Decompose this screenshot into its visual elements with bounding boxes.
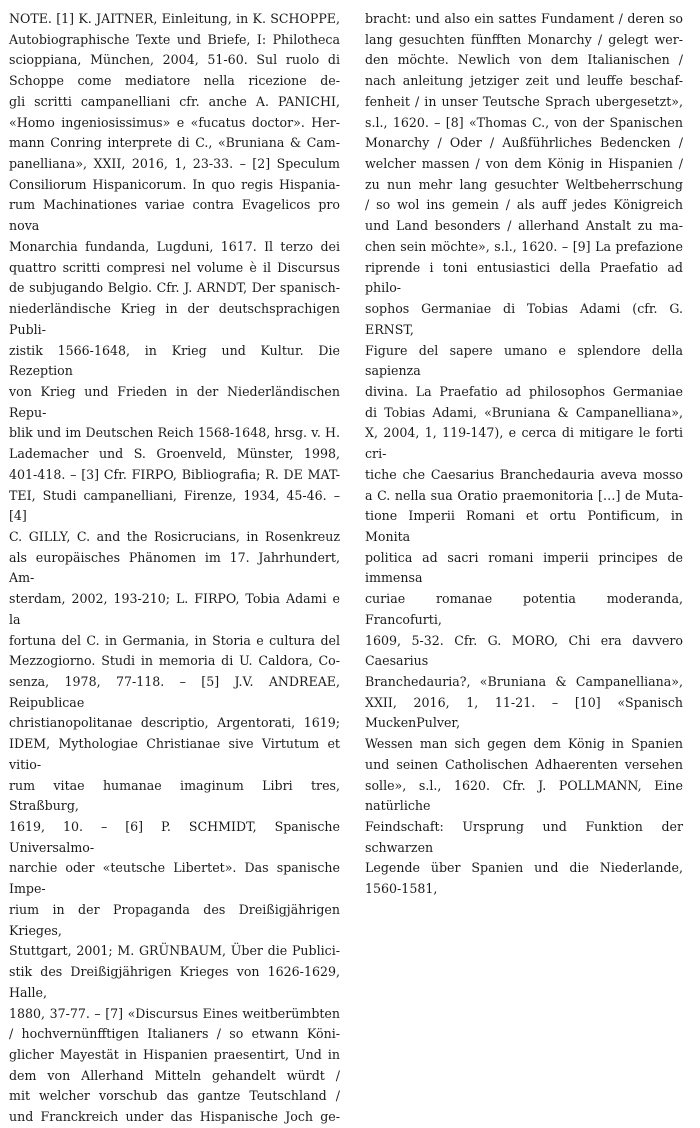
note-line: und seinen Catholischen Adhaerenten versehen: [365, 756, 683, 772]
note-line: politica ad sacri romani imperii principes de immensa: [365, 549, 683, 586]
notes-column-right: [365, 9, 683, 900]
note-line: Mezzogiorno. Studi in memoria di U. Caldora, Co-: [9, 653, 340, 669]
note-line: C. GILLY, C. and the Rosicrucians, in Rosenkreuz: [9, 528, 340, 544]
note-line: curiae romanae potentia moderanda, Francofurti,: [365, 591, 683, 627]
note-line: dem von Allerhand Mitteln gehandelt würdt /: [9, 1067, 340, 1083]
note-line: «Homo ingeniosissimus» e «fucatus doctor». Her-: [9, 114, 340, 130]
note-line: solle», s.l., 1620. Cfr. J. POLLMANN, Eine natürliche: [365, 777, 683, 814]
note-line: von Krieg und Frieden in der Niederländischen Repu-: [9, 383, 340, 420]
note-line: senza, 1978, 77-118. – [5] J.V. ANDREAE, Reipublicae: [9, 674, 340, 710]
note-line: X, 2004, 1, 119-147), e cerca di mitigare le forti cri-: [365, 425, 683, 462]
note-line: chen sein möchte», s.l., 1620. – [9] La prefazione: [365, 238, 683, 254]
note-line: rum vitae humanae imaginum Libri tres, Straßburg,: [9, 777, 340, 814]
note-line: Feindschaft: Ursprung und Funktion der schwarzen: [365, 819, 683, 855]
note-line: Branchedauria?, «Bruniana & Campanelliana»,: [365, 674, 683, 689]
note-line: rium in der Propaganda des Dreißigjährigen Krieges,: [9, 901, 340, 938]
note-line: fortuna del C. in Germania, in Storia e cultura del: [9, 632, 340, 648]
note-line: scioppiana, München, 2004, 51-60. Sul ruolo di: [9, 52, 340, 68]
note-line: panelliana», XXII, 2016, 1, 23-33. – [2] Speculum: [9, 156, 340, 172]
note-line: nach anleitung jetziger zeit und leuffe beschaf-: [365, 73, 683, 89]
note-line: als europäisches Phänomen im 17. Jahrhundert, Am-: [9, 549, 340, 586]
note-line: Legende über Spanien und die Niederlande, 1560-1581,: [365, 860, 683, 897]
note-line: sophos Germaniae di Tobias Adami (cfr. G. ERNST,: [365, 301, 683, 337]
note-line: zistik 1566-1648, in Krieg und Kultur. Die Rezeption: [9, 342, 340, 379]
note-line: niederländische Krieg in der deutschsprachigen Publi-: [9, 301, 340, 337]
note-line: a C. nella sua Oratio praemonitoria […] de Muta-: [365, 487, 683, 503]
note-line: IDEM, Mythologiae Christianae sive Virtutum et vitio-: [9, 736, 340, 772]
note-line: blik und im Deutschen Reich 1568-1648, hrsg. v. H.: [9, 425, 340, 441]
note-line: Autobiographische Texte und Briefe, I: Philotheca: [9, 31, 340, 47]
note-line: tione Imperii Romani et ortu Pontificum, in Monita: [365, 508, 683, 544]
note-line: di Tobias Adami, «Bruniana & Campanelliana»,: [365, 404, 683, 420]
note-line: Figure del sapere umano e splendore della sapienza: [365, 342, 683, 379]
note-line: Lademacher und S. Groenveld, Münster, 1998,: [9, 446, 340, 462]
note-line: / so wol ins gemein / als auff jedes Königreich: [365, 197, 683, 213]
note-line: XXII, 2016, 1, 11-21. – [10] «Spanisch MuckenPulver,: [365, 694, 683, 731]
note-line: 1619, 10. – [6] P. SCHMIDT, Spanische Universalmo-: [9, 819, 340, 855]
note-line: / hochvernünfftigen Italianers / so etwann Köni-: [9, 1026, 340, 1042]
notes-column-left: [9, 9, 340, 1128]
note-line: riprende i toni entusiastici della Praefatio ad philo-: [365, 259, 683, 296]
note-line: divina. La Praefatio ad philosophos Germaniae: [365, 383, 683, 399]
note-line: zu nun mehr lang gesuchter Weltbeherrschung: [365, 176, 683, 192]
note-line: fenheit / in unser Teutsche Sprach ubergesetzt»,: [365, 93, 683, 109]
note-line: christianopolitanae descriptio, Argentorati, 1619;: [9, 715, 340, 731]
note-line: Monarchy / Oder / Außführliches Bedencken /: [365, 135, 683, 151]
note-line: welcher massen / von dem König in Hispanien /: [365, 156, 683, 172]
note-line: Stuttgart, 2001; M. GRÜNBAUM, Über die Publici-: [9, 943, 340, 959]
note-line: Schoppe come mediatore nella ricezione de-: [9, 73, 340, 89]
note-line: narchie oder «teutsche Libertet». Das spanische Impe-: [9, 860, 340, 897]
note-line: NOTE. [1] K. JAITNER, Einleitung, in K. SCHOPPE,: [9, 11, 340, 26]
note-line: sterdam, 2002, 193-210; L. FIRPO, Tobia Adami e la: [9, 591, 340, 627]
note-line: und Franckreich under das Hispanische Joch ge-: [9, 1109, 340, 1125]
note-line: gli scritti campanelliani cfr. anche A. PANICHI,: [9, 93, 340, 109]
note-line: Monarchia fundanda, Lugduni, 1617. Il terzo dei: [9, 238, 340, 254]
note-line: mann Conring interprete di C., «Bruniana & Cam-: [9, 135, 340, 151]
note-line: glicher Mayestät in Hispanien praesentirt, Und in: [9, 1046, 340, 1062]
note-line: 401-418. – [3] Cfr. FIRPO, Bibliografia; R. DE MAT-: [9, 466, 340, 482]
note-line: Consiliorum Hispanicorum. In quo regis Hispania-: [9, 176, 340, 192]
note-line: rum Machinationes variae contra Evagelicos pro nova: [9, 197, 340, 234]
note-line: mit welcher vorschub das gantze Teutschland /: [9, 1088, 340, 1104]
note-line: quattro scritti compresi nel volume è il Discursus: [9, 259, 340, 275]
note-line: 1880, 37-77. – [7] «Discursus Eines weitberümbten: [9, 1005, 340, 1021]
note-line: de subjugando Belgio. Cfr. J. ARNDT, Der spanisch-: [9, 280, 340, 296]
note-line: den möchte. Newlich von dem Italianischen /: [365, 52, 683, 68]
note-line: TEI, Studi campanelliani, Firenze, 1934, 45-46. – [4]: [9, 487, 340, 524]
note-line: Wessen man sich gegen dem König in Spanien: [365, 736, 683, 752]
note-line: s.l., 1620. – [8] «Thomas C., von der Spanischen: [365, 114, 683, 130]
note-line: lang gesuchten fünfften Monarchy / gelegt wer-: [365, 31, 683, 47]
note-line: stik des Dreißigjährigen Krieges von 1626-1629, Halle,: [9, 964, 340, 1000]
note-line: bracht: und also ein sattes Fundament / deren so: [365, 11, 683, 26]
note-line: 1609, 5-32. Cfr. G. MORO, Chi era davvero Caesarius: [365, 632, 683, 669]
note-line: und Land besonders / allerhand Anstalt zu ma-: [365, 218, 683, 234]
note-line: tiche che Caesarius Branchedauria aveva mosso: [365, 466, 683, 482]
